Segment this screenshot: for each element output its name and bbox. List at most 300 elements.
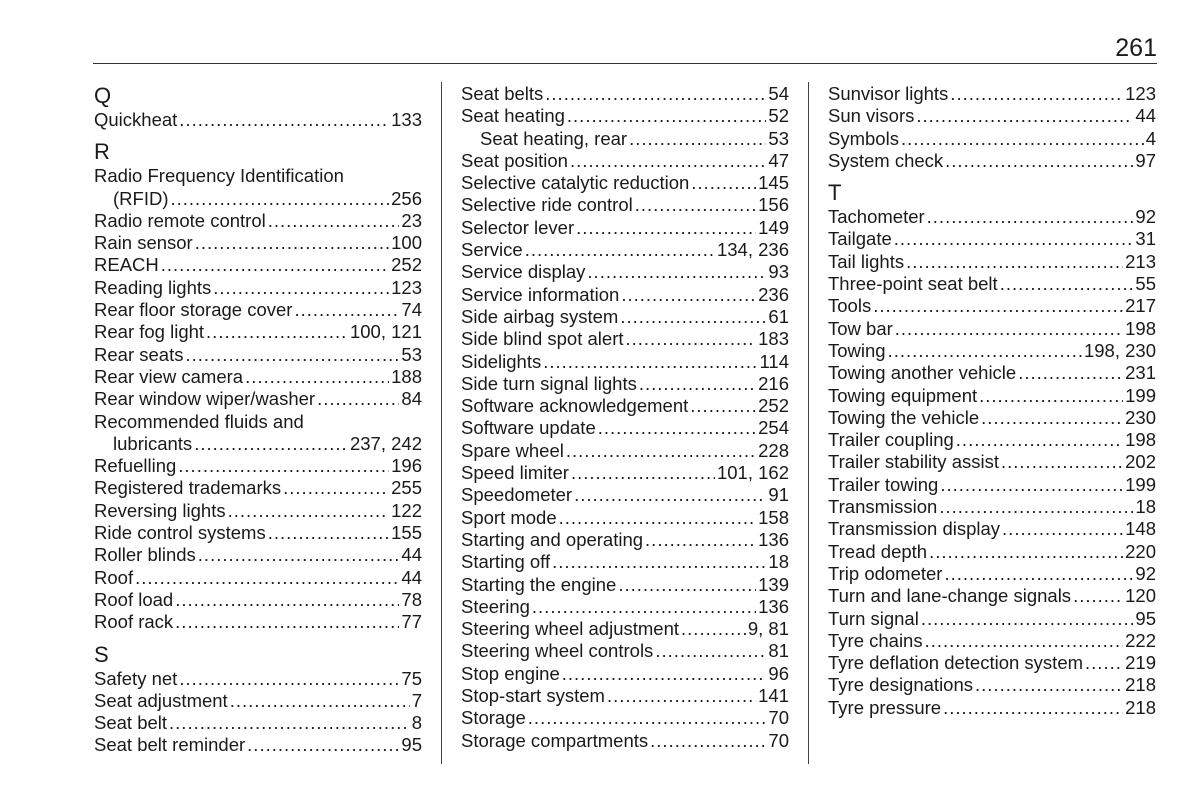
index-entry — [461, 440, 789, 462]
column-divider — [808, 82, 809, 764]
page-reference: 136 — [758, 528, 789, 550]
index-entry — [461, 306, 789, 328]
index-entry — [828, 295, 1156, 317]
index-entry — [94, 500, 422, 522]
index-term: Speedometer — [461, 484, 573, 506]
index-entry — [828, 251, 1156, 273]
page-reference: 252 — [758, 395, 789, 417]
index-entry — [94, 712, 422, 734]
index-term: Trailer coupling — [828, 429, 954, 451]
dot-leader — [895, 318, 1123, 340]
section-letter: R — [94, 139, 110, 165]
dot-leader — [317, 388, 399, 410]
index-term: Rear window wiper/washer — [94, 388, 316, 410]
index-term: Tread depth — [828, 540, 928, 562]
index-term: Three-point seat belt — [828, 273, 998, 295]
index-column-2 — [461, 83, 789, 752]
page-reference: 70 — [768, 707, 789, 729]
index-term: Starting the engine — [461, 573, 617, 595]
dot-leader — [245, 366, 389, 388]
page-number: 261 — [1115, 34, 1157, 62]
index-entry — [828, 697, 1156, 719]
index-entry — [461, 328, 789, 350]
index-term: Sidelights — [461, 350, 542, 372]
dot-leader — [213, 277, 389, 299]
dot-leader — [873, 295, 1123, 317]
index-entry — [461, 373, 789, 395]
page-reference: 75 — [401, 667, 422, 689]
dot-leader — [587, 261, 766, 283]
section-letter: Q — [94, 83, 112, 108]
index-term: Tyre chains — [828, 629, 923, 651]
index-term: Symbols — [828, 127, 899, 149]
index-term: Steering — [461, 595, 530, 617]
index-entry — [828, 608, 1156, 630]
page-reference: 18 — [768, 551, 789, 573]
index-entry — [461, 529, 789, 551]
index-entry — [461, 217, 789, 239]
page-reference: 95 — [401, 734, 422, 756]
dot-leader — [635, 194, 756, 216]
page-reference: 114 — [759, 350, 789, 372]
page-reference: 55 — [1135, 273, 1156, 295]
index-entry — [94, 668, 422, 690]
dot-leader — [645, 529, 756, 551]
dot-leader — [956, 429, 1123, 451]
dot-leader — [943, 697, 1123, 719]
index-entry — [94, 232, 422, 254]
page-reference: 149 — [758, 216, 789, 238]
page-reference: 236 — [758, 283, 789, 305]
index-term: Software update — [461, 417, 596, 439]
index-term: Software acknowledgement — [461, 395, 689, 417]
dot-leader — [532, 596, 756, 618]
index-term: Sport mode — [461, 506, 557, 528]
page-reference: 52 — [768, 105, 789, 127]
page-reference: 97 — [1135, 149, 1156, 171]
dot-leader — [528, 707, 767, 729]
index-term: Turn signal — [828, 607, 919, 629]
dot-leader — [559, 507, 756, 529]
index-entry — [94, 611, 422, 633]
section-letter: S — [94, 641, 109, 667]
index-term: Steering wheel controls — [461, 640, 654, 662]
index-term: Selective ride control — [461, 194, 633, 216]
page-reference: 183 — [758, 328, 789, 350]
page-reference: 254 — [758, 417, 789, 439]
page-reference: 70 — [768, 729, 789, 751]
page-reference: 81 — [768, 640, 789, 662]
index-entry — [461, 551, 789, 573]
index-term: Seat adjustment — [94, 689, 228, 711]
index-term: Safety net — [94, 667, 178, 689]
index-entry — [94, 299, 422, 321]
index-entry — [828, 518, 1156, 540]
dot-leader — [169, 712, 410, 734]
page-reference: 139 — [758, 573, 789, 595]
page-reference: 92 — [1135, 206, 1156, 228]
page-reference: 217 — [1125, 295, 1156, 317]
page-reference: 145 — [758, 172, 789, 194]
page-reference: 237, 242 — [349, 432, 422, 454]
index-entry — [828, 451, 1156, 473]
dot-leader — [206, 321, 348, 343]
index-term: Reading lights — [94, 276, 212, 298]
index-entry — [461, 128, 789, 150]
dot-leader — [1002, 518, 1123, 540]
index-entry — [94, 321, 422, 343]
index-term: Tyre designations — [828, 674, 974, 696]
page-reference: 31 — [1135, 228, 1156, 250]
index-entry — [828, 630, 1156, 652]
index-term: Radio remote control — [94, 209, 266, 231]
index-term: Rear seats — [94, 343, 184, 365]
index-entry — [828, 385, 1156, 407]
page-reference: 218 — [1125, 696, 1156, 718]
index-term: Turn and lane-change signals — [828, 585, 1072, 607]
index-term: Tailgate — [828, 228, 892, 250]
page-reference: 231 — [1125, 362, 1156, 384]
dot-leader — [170, 188, 389, 210]
index-entry — [461, 417, 789, 439]
index-entry — [828, 83, 1156, 105]
index-term: Side airbag system — [461, 305, 619, 327]
index-entry — [461, 150, 789, 172]
page-reference: 256 — [391, 187, 422, 209]
index-entry — [828, 674, 1156, 696]
page-reference: 8 — [411, 712, 422, 734]
page-reference: 95 — [1135, 607, 1156, 629]
page-reference: 100, 121 — [349, 321, 422, 343]
index-term: Seat heating — [461, 105, 565, 127]
index-entry — [828, 563, 1156, 585]
index-term: Side blind spot alert — [461, 328, 624, 350]
index-entry — [828, 362, 1156, 384]
index-entry — [828, 150, 1156, 172]
header-rule — [93, 63, 1157, 64]
dot-leader — [620, 306, 766, 328]
index-term: Sun visors — [828, 105, 915, 127]
page-reference: 230 — [1125, 406, 1156, 428]
dot-leader — [921, 608, 1134, 630]
index-entry — [94, 344, 422, 366]
dot-leader — [945, 150, 1133, 172]
dot-leader — [228, 500, 390, 522]
index-entry — [828, 273, 1156, 295]
page-reference: 198 — [1125, 429, 1156, 451]
index-term: Tail lights — [828, 250, 905, 272]
index-term: Seat belts — [461, 83, 544, 104]
dot-leader — [598, 417, 756, 439]
page-reference: 220 — [1125, 540, 1156, 562]
index-term: Roof rack — [94, 611, 174, 633]
index-term: Refuelling — [94, 455, 177, 477]
page-reference: 158 — [758, 506, 789, 528]
index-entry — [461, 351, 789, 373]
dot-leader — [562, 663, 767, 685]
dot-leader — [545, 83, 766, 105]
index-term: Storage — [461, 707, 526, 729]
index-entry — [828, 105, 1156, 127]
dot-leader — [195, 232, 389, 254]
index-term: Service display — [461, 261, 586, 283]
index-entry — [828, 318, 1156, 340]
index-term: Storage compartments — [461, 729, 649, 751]
dot-leader — [925, 630, 1124, 652]
index-term: Steering wheel adjustment — [461, 618, 680, 640]
index-term: Rear floor storage cover — [94, 299, 293, 321]
index-entry — [461, 507, 789, 529]
dot-leader — [576, 217, 756, 239]
page-reference: 101, 162 — [716, 462, 789, 484]
index-entry — [828, 429, 1156, 451]
index-term: Tyre pressure — [828, 696, 942, 718]
index-entry — [461, 730, 789, 752]
page-reference: 44 — [401, 566, 422, 588]
dot-leader — [626, 328, 757, 350]
index-term: Tools — [828, 295, 872, 317]
index-term: Service information — [461, 283, 620, 305]
page-reference: 199 — [1125, 473, 1156, 495]
index-term: (RFID) — [113, 187, 169, 209]
dot-leader — [901, 128, 1144, 150]
dot-leader — [1000, 273, 1134, 295]
page-reference: 133 — [391, 109, 422, 130]
page-reference: 218 — [1125, 674, 1156, 696]
page-reference: 84 — [401, 388, 422, 410]
page-reference: 228 — [758, 439, 789, 461]
index-term: Seat belt — [94, 712, 168, 734]
dot-leader — [179, 668, 399, 690]
index-column-3 — [828, 83, 1156, 719]
dot-leader — [975, 674, 1123, 696]
index-entry — [828, 496, 1156, 518]
dot-leader — [681, 618, 746, 640]
page-reference: 23 — [401, 209, 422, 231]
index-term: Sunvisor lights — [828, 83, 949, 104]
dot-leader — [639, 373, 756, 395]
dot-leader — [567, 105, 767, 127]
dot-leader — [939, 496, 1133, 518]
page-reference: 77 — [401, 611, 422, 633]
dot-leader — [618, 574, 756, 596]
index-term: Starting and operating — [461, 528, 644, 550]
dot-leader — [629, 128, 766, 150]
index-term: Trailer towing — [828, 473, 939, 495]
index-entry — [461, 194, 789, 216]
index-term: Trip odometer — [828, 562, 943, 584]
dot-leader — [247, 734, 399, 756]
page-reference: 196 — [391, 455, 422, 477]
index-entry — [94, 477, 422, 499]
dot-leader — [979, 385, 1123, 407]
page-reference: 141 — [758, 685, 789, 707]
section-letter: T — [828, 180, 842, 206]
index-entry — [461, 685, 789, 707]
dot-leader — [1085, 652, 1123, 674]
page-reference: 198, 230 — [1083, 339, 1156, 361]
dot-leader — [929, 541, 1123, 563]
index-entry-heading: Recommended fluids and — [94, 410, 304, 432]
index-term: Spare wheel — [461, 439, 564, 461]
index-entry — [461, 105, 789, 127]
dot-leader — [283, 477, 389, 499]
index-term: Towing — [828, 339, 886, 361]
index-entry — [828, 128, 1156, 150]
index-entry — [461, 239, 789, 261]
index-term: Quickheat — [94, 109, 178, 130]
dot-leader — [194, 433, 348, 455]
page-reference: 188 — [391, 365, 422, 387]
dot-leader — [185, 344, 399, 366]
index-term: Side turn signal lights — [461, 372, 637, 394]
index-term: Rain sensor — [94, 232, 193, 254]
index-term: Rear fog light — [94, 321, 205, 343]
index-entry-heading: Radio Frequency Identification — [94, 165, 344, 187]
index-entry — [828, 541, 1156, 563]
dot-leader — [552, 551, 766, 573]
index-term: Tachometer — [828, 206, 925, 228]
dot-leader — [894, 228, 1134, 250]
page-reference: 120 — [1125, 585, 1156, 607]
index-entry — [828, 652, 1156, 674]
page-reference: 134, 236 — [716, 239, 789, 261]
page-reference: 96 — [768, 662, 789, 684]
index-entry — [94, 254, 422, 276]
dot-leader — [268, 210, 400, 232]
index-term: Towing another vehicle — [828, 362, 1017, 384]
dot-leader — [944, 563, 1133, 585]
page-reference: 156 — [758, 194, 789, 216]
page-reference: 91 — [768, 484, 789, 506]
dot-leader — [621, 284, 756, 306]
dot-leader — [574, 484, 766, 506]
index-term: Seat heating, rear — [480, 127, 628, 149]
page-reference: 47 — [768, 149, 789, 171]
index-entry — [461, 596, 789, 618]
page-reference: 92 — [1135, 562, 1156, 584]
index-column-1 — [94, 83, 422, 757]
index-term: Seat position — [461, 149, 568, 171]
page-reference: 61 — [768, 305, 789, 327]
page-reference: 54 — [768, 83, 789, 104]
dot-leader — [1073, 585, 1123, 607]
page-reference: 93 — [768, 261, 789, 283]
page-reference: 122 — [391, 499, 422, 521]
index-entry — [94, 109, 422, 131]
page-reference: 219 — [1125, 652, 1156, 674]
index-entry — [828, 585, 1156, 607]
index-entry — [94, 188, 422, 210]
index-entry — [461, 462, 789, 484]
page-reference: 123 — [1125, 83, 1156, 104]
page-reference: 53 — [768, 127, 789, 149]
page-reference: 100 — [391, 232, 422, 254]
index-term: Tyre deflation detection system — [828, 652, 1084, 674]
dot-leader — [981, 407, 1123, 429]
index-entry — [94, 589, 422, 611]
dot-leader — [655, 640, 766, 662]
index-term: Starting off — [461, 551, 551, 573]
index-entry — [94, 567, 422, 589]
dot-leader — [178, 455, 389, 477]
dot-leader — [198, 544, 400, 566]
index-entry — [461, 261, 789, 283]
index-term: Trailer stability assist — [828, 451, 999, 473]
dot-leader — [940, 474, 1123, 496]
dot-leader — [268, 522, 389, 544]
index-term: Towing the vehicle — [828, 406, 980, 428]
dot-leader — [950, 83, 1123, 105]
index-entry — [461, 618, 789, 640]
dot-leader — [650, 730, 766, 752]
dot-leader — [566, 440, 756, 462]
column-divider — [441, 82, 442, 764]
dot-leader — [161, 254, 389, 276]
index-entry — [94, 734, 422, 756]
page-reference: 78 — [401, 588, 422, 610]
page-reference: 53 — [401, 343, 422, 365]
index-entry — [94, 433, 422, 455]
index-term: System check — [828, 149, 944, 171]
index-term: Roof load — [94, 588, 174, 610]
page-reference: 216 — [758, 372, 789, 394]
dot-leader — [1001, 451, 1123, 473]
page-reference: 123 — [391, 276, 422, 298]
page-reference: 255 — [391, 477, 422, 499]
index-term: Rear view camera — [94, 365, 244, 387]
index-entry — [94, 388, 422, 410]
page-reference: 155 — [391, 522, 422, 544]
dot-leader — [525, 239, 715, 261]
dot-leader — [175, 611, 399, 633]
index-term: REACH — [94, 254, 159, 276]
page-reference: 148 — [1125, 518, 1156, 540]
page-reference: 198 — [1125, 317, 1156, 339]
page-reference: 213 — [1125, 250, 1156, 272]
dot-leader — [294, 299, 399, 321]
index-entry — [94, 544, 422, 566]
page-reference: 252 — [391, 254, 422, 276]
index-entry — [461, 395, 789, 417]
page-reference: 44 — [1135, 105, 1156, 127]
dot-leader — [571, 462, 715, 484]
dot-leader — [175, 589, 399, 611]
index-term: Speed limiter — [461, 462, 569, 484]
index-entry — [94, 455, 422, 477]
index-entry — [94, 522, 422, 544]
index-term: Service — [461, 239, 523, 261]
index-entry — [461, 484, 789, 506]
index-term: Transmission display — [828, 518, 1001, 540]
index-term: Towing equipment — [828, 384, 978, 406]
index-entry — [828, 228, 1156, 250]
dot-leader — [179, 109, 389, 131]
index-term: Stop-start system — [461, 685, 605, 707]
index-term: Transmission — [828, 496, 938, 518]
index-term: Seat belt reminder — [94, 734, 246, 756]
page-reference: 9, 81 — [747, 618, 789, 640]
dot-leader — [1018, 362, 1123, 384]
index-entry — [461, 172, 789, 194]
index-entry — [94, 210, 422, 232]
index-term: Selector lever — [461, 216, 575, 238]
index-entry — [94, 366, 422, 388]
index-term: Roller blinds — [94, 544, 196, 566]
index-term: Selective catalytic reduction — [461, 172, 690, 194]
index-entry — [94, 690, 422, 712]
dot-leader — [888, 340, 1082, 362]
